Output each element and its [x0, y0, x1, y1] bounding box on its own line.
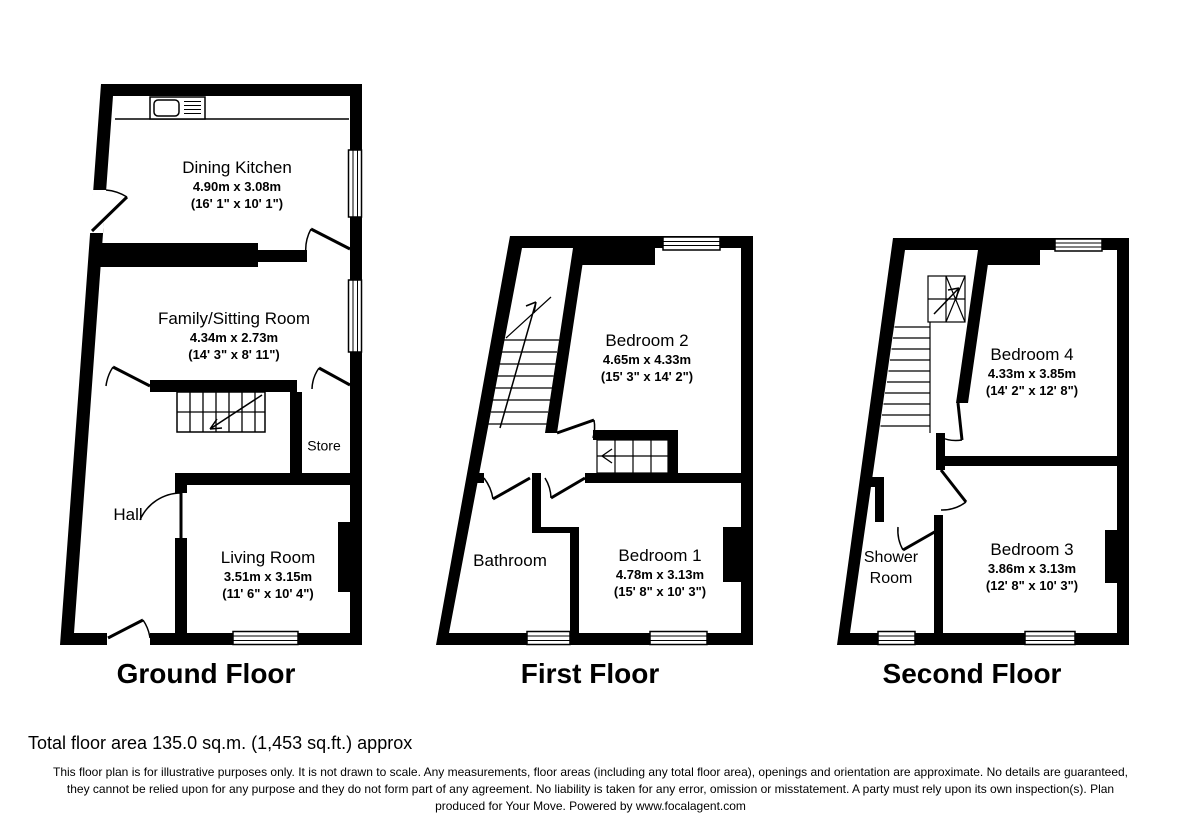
living-room-door	[140, 493, 181, 538]
bathroom-divider-stub	[532, 473, 541, 533]
room-label-bathroom	[473, 551, 547, 571]
bathroom-divider-jog	[532, 527, 579, 533]
room-name-line1: Shower	[863, 549, 919, 566]
top-wall-block	[983, 250, 1040, 265]
room-label-bedroom-3	[986, 540, 1078, 594]
chimney-breast	[1105, 530, 1129, 583]
kitchen-family-door	[306, 229, 350, 255]
room-dims-imperial: (12' 8" x 10' 3")	[985, 578, 1079, 593]
upper-staircase	[593, 430, 678, 478]
shower-room-top-wall	[866, 477, 884, 487]
bedroom3-bedroom4-wall	[943, 456, 1117, 466]
family-hall-divider-wall	[150, 380, 297, 392]
room-label-bedroom-1	[614, 546, 706, 600]
disclaimer-line-3: produced for Your Move. Powered by www.focalagent.com	[435, 799, 746, 813]
landing-wall	[477, 473, 484, 483]
total-floor-area: Total floor area 135.0 sq.m. (1,453 sq.ft.) approx	[28, 733, 413, 753]
kitchen-family-divider-wall	[100, 243, 258, 267]
ground-floor-title: Ground Floor	[116, 658, 296, 689]
window	[349, 150, 362, 217]
room-name: Living Room	[220, 548, 316, 567]
front-door	[107, 620, 150, 645]
room-name: Bedroom 1	[618, 546, 702, 565]
living-room-top-wall	[175, 473, 350, 485]
window	[349, 280, 362, 352]
room-dims-imperial: (15' 3" x 14' 2")	[600, 369, 694, 384]
top-wall-block	[578, 248, 655, 265]
room-name: Bedroom 4	[990, 345, 1074, 364]
room-dims-imperial: (14' 3" x 8' 11")	[188, 347, 280, 362]
bedroom1-top-wall	[585, 473, 741, 483]
room-dims-metric: 4.78m x 3.13m	[615, 567, 705, 582]
living-room-left-wall-lower	[175, 538, 187, 633]
window	[878, 632, 915, 645]
window	[650, 632, 707, 645]
room-name-line2: Room	[869, 570, 913, 587]
room-label-bedroom-2	[601, 331, 693, 385]
room-name: Bedroom 3	[990, 540, 1074, 559]
store-door	[312, 368, 350, 389]
room-dims-imperial: (11' 6" x 10' 4")	[222, 586, 314, 601]
second-floor-title: Second Floor	[882, 658, 1062, 689]
shower-room-stub-wall	[875, 487, 884, 522]
room-label-living-room	[221, 548, 316, 602]
bedroom2-door	[557, 420, 595, 438]
chimney-breast	[338, 522, 362, 592]
disclaimer-line-1: This floor plan is for illustrative purposes only. It is not drawn to scale. Any measurements, floor areas (including any total floor area), openings and orientation are approximate. No details are guaranteed,	[52, 765, 1129, 779]
room-label-store	[307, 438, 340, 455]
bedroom1-door	[545, 478, 585, 498]
room-dims-imperial: (16' 1" x 10' 1")	[190, 196, 284, 211]
room-label-family-sitting-room	[158, 309, 310, 363]
window	[1025, 632, 1075, 645]
disclaimer-line-2: they cannot be relied upon for any purpose and they do not form part of any agreement. No liability is taken for any error, omission or misstatement. A party must rely upon its own inspection(s). Plan	[66, 782, 1115, 796]
living-room-left-wall-upper	[175, 485, 187, 493]
sink-icon	[150, 97, 205, 119]
kitchen-entry-door	[89, 190, 127, 233]
ground-floor-staircase	[177, 392, 265, 432]
window	[233, 632, 298, 645]
room-dims-metric: 4.65m x 4.33m	[602, 352, 692, 367]
room-name: Bathroom	[473, 551, 547, 570]
room-label-hall	[113, 505, 142, 525]
disclaimer	[0, 764, 1181, 815]
room-name: Family/Sitting Room	[157, 309, 311, 328]
family-room-door	[106, 367, 150, 386]
room-name: Hall	[113, 505, 143, 524]
bathroom-door	[484, 478, 530, 499]
room-dims-imperial: (15' 8" x 10' 3")	[613, 584, 707, 599]
room-dims-metric: 4.90m x 3.08m	[192, 179, 282, 194]
kitchen-family-divider-thin	[258, 250, 307, 262]
room-label-shower-room	[864, 547, 918, 589]
room-name: Dining Kitchen	[182, 158, 292, 177]
room-name: Bedroom 2	[605, 331, 689, 350]
room-label-bedroom-4	[986, 345, 1078, 399]
room-label-dining-kitchen	[182, 158, 292, 212]
room-name: Store	[307, 437, 341, 454]
bedroom3-door	[941, 470, 966, 510]
store-side-wall	[290, 392, 302, 473]
room-dims-metric: 3.51m x 3.15m	[223, 569, 313, 584]
bathroom-bedroom1-wall	[570, 533, 579, 633]
room-dims-imperial: (14' 2" x 12' 8")	[985, 383, 1079, 398]
room-dims-metric: 4.34m x 2.73m	[189, 330, 279, 345]
window	[663, 237, 720, 250]
room-dims-metric: 3.86m x 3.13m	[987, 561, 1077, 576]
room-dims-metric: 4.33m x 3.85m	[987, 366, 1077, 381]
window	[1055, 239, 1102, 251]
chimney-breast	[723, 527, 741, 582]
window	[527, 632, 570, 645]
first-floor-title: First Floor	[520, 658, 660, 689]
